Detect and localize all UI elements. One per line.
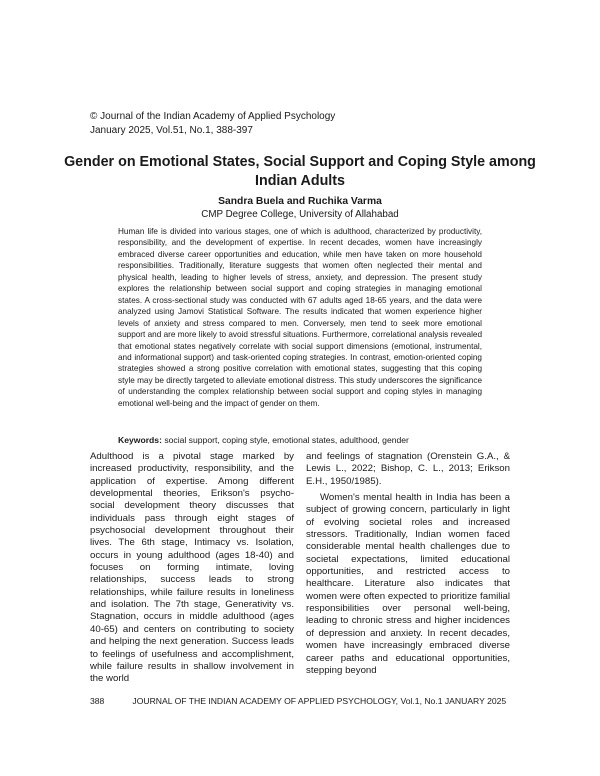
keywords-list: social support, coping style, emotional states, adulthood, gender: [164, 435, 409, 445]
body-paragraph: Adulthood is a pivotal stage marked by increased productivity, responsibility, and the application of expertise. Among different developmental theories, Erikson's psycho-social development theory discusses that individuals pass through eight stages of psychosocial development throughout their lives. The 6th stage, Intimacy vs. Isolation, occurs in young adulthood (ages 18-40) and focuses on forming intimate, loving relationships, success leads to strong relationships, while failure results in loneliness and isolation. The 7th stage, Generativity vs. Stagnation, occurs in middle adulthood (ages 40-65) and centers on contributing to society and helping the next generation. Success leads to feelings of usefulness and accomplishment, while failure results in shallow involvement in the world: [90, 451, 294, 685]
keywords-label: Keywords:: [118, 435, 162, 445]
page-number: 388: [90, 696, 105, 706]
body-paragraph: and feelings of stagnation (Orenstein G.A., & Lewis L., 2022; Bishop, C. L., 2013; Erikson E.H., 1950/1985).: [306, 451, 510, 487]
abstract-text: Human life is divided into various stages, one of which is adulthood, characterized by productivity, responsibility, and the development of expertise. In recent decades, women have increasingly embraced diverse career opportunities and education, while men have taken on more household responsibilities. Traditionally, literature suggests that women often neglected their mental and physical health, leading to higher levels of stress, anxiety, and depression. The present study explores the relationship between social support and coping strategies in managing emotional states. A cross-sectional study was conducted with 67 adults aged 18-65 years, and the data were analyzed using Jamovi Statistical Software. The results indicated that women experience higher levels of anxiety and stress compared to men. Conversely, men tend to seek more emotional support and are more likely to avoid stressful situations. Furthermore, correlational analysis revealed that emotional states negatively correlate with social support dimensions (emotional, instrumental, and informational support) and task-oriented coping strategies. In contrast, emotion-oriented coping strategies showed a strong positive correlation with emotional states, suggesting that this coping style may be directly targeted to alleviate emotional distress. This study underscores the significance of understanding the complex relationship between social support and coping styles in managing emotional well-being and the impact of gender on them.: [118, 227, 482, 408]
body-paragraph: Women's mental health in India has been a subject of growing concern, particularly in light of evolving societal roles and increased stressors. Traditionally, Indian women faced considerable mental health challenges due to societal expectations, limited educational opportunities, and restricted access to healthcare. Literature also indicates that women were often expected to prioritize familial responsibilities over personal well-being, leading to chronic stress and higher incidences of depression and anxiety. In recent decades, women have increasingly embraced diverse career paths and educational opportunities, stepping beyond: [306, 492, 510, 676]
article-title: Gender on Emotional States, Social Support and Coping Style among Indian Adults: [64, 154, 536, 189]
page-footer: [90, 696, 530, 706]
journal-issue-info: January 2025, Vol.51, No.1, 388-397: [90, 125, 253, 136]
article-authors: Sandra Buela and Ruchika Varma: [218, 196, 382, 207]
running-title: JOURNAL OF THE INDIAN ACADEMY OF APPLIED PSYCHOLOGY, Vol.1, No.1 JANUARY 2025: [132, 696, 507, 706]
body-column-right: [306, 451, 510, 677]
body-column-left: [90, 451, 294, 686]
journal-copyright: © Journal of the Indian Academy of Applied Psychology: [90, 111, 336, 122]
author-affiliation: CMP Degree College, University of Allahabad: [201, 209, 399, 220]
keywords: [118, 435, 482, 446]
